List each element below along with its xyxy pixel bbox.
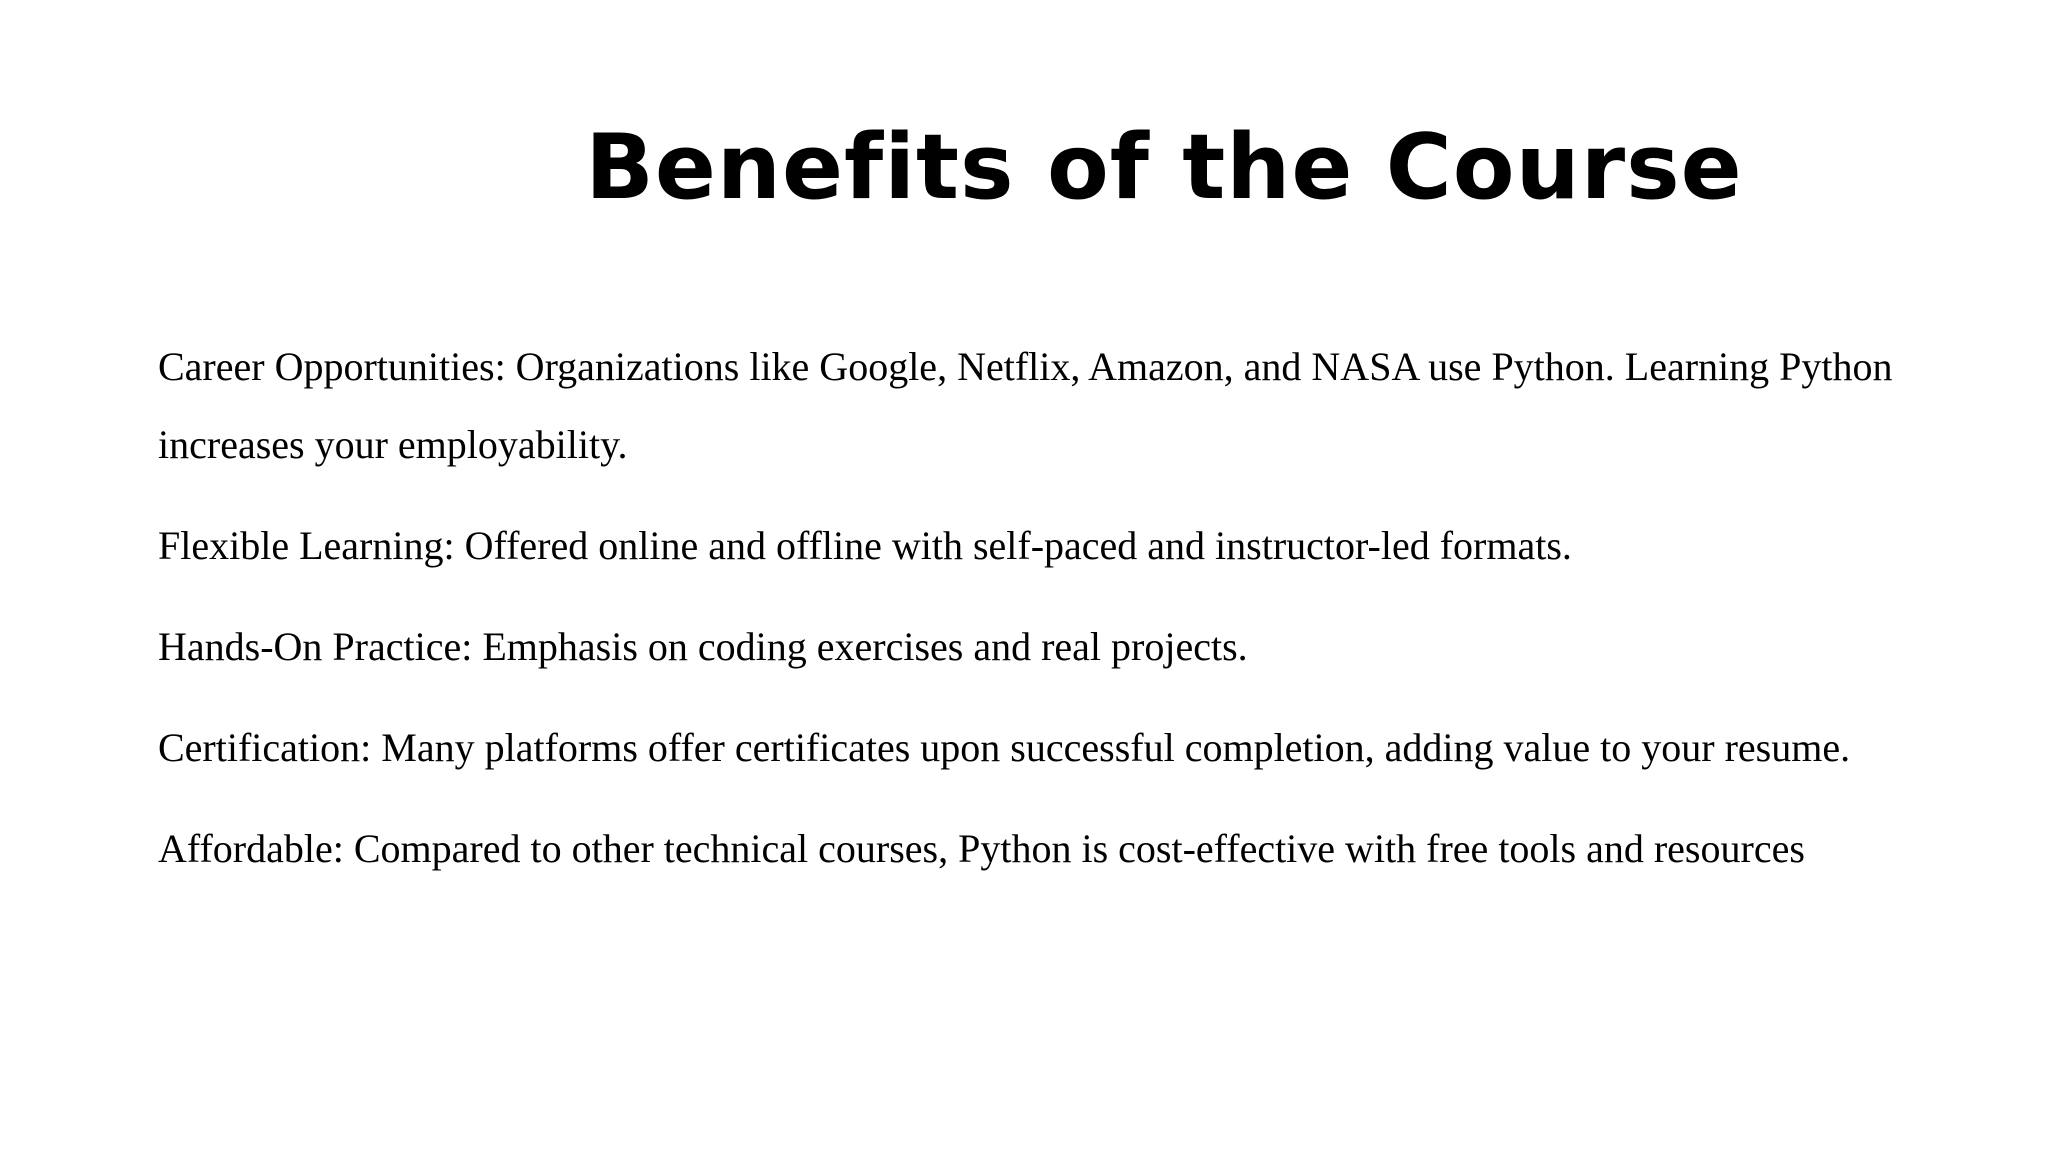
slide-body bbox=[158, 328, 1918, 911]
slide-title: Benefits of the Course bbox=[585, 115, 1743, 220]
paragraph-affordable: Affordable: Compared to other technical courses, Python is cost-effective with free tools and resources bbox=[158, 826, 1805, 871]
paragraph-career-opportunities: Career Opportunities: Organizations like Google, Netflix, Amazon, and NASA use Python. Learning Python increases your employability. bbox=[158, 344, 1893, 467]
paragraph-certification: Certification: Many platforms offer certificates upon successful completion, adding value to your resume. bbox=[158, 725, 1851, 770]
paragraph-hands-on-practice: Hands-On Practice: Emphasis on coding exercises and real projects. bbox=[158, 624, 1248, 669]
paragraph-flexible-learning: Flexible Learning: Offered online and offline with self-paced and instructor-led formats. bbox=[158, 523, 1572, 568]
